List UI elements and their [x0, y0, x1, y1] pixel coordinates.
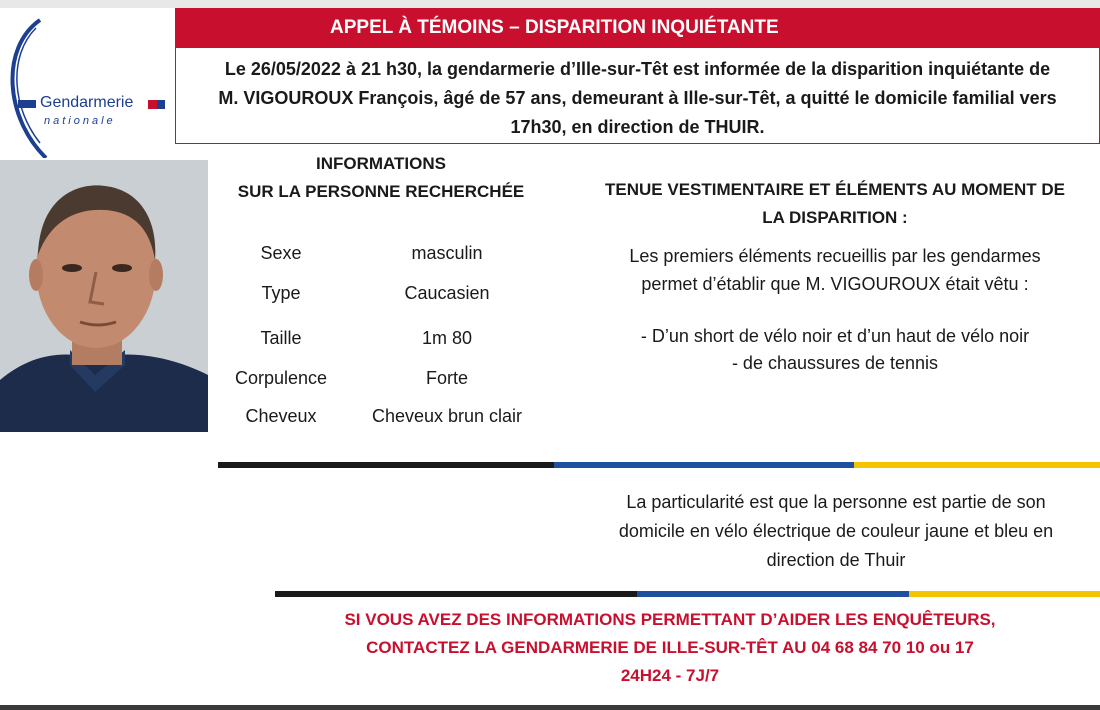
clothing-text-line: Les premiers éléments recueillis par les gendarmes	[629, 246, 1041, 266]
info-label: Corpulence	[234, 368, 328, 388]
info-title-line: SUR LA PERSONNE RECHERCHÉE	[237, 182, 525, 201]
intro-line: 17h30, en direction de THUIR.	[510, 117, 765, 137]
appeal-line: SI VOUS AVEZ DES INFORMATIONS PERMETTANT D’AIDER LES ENQUÊTEURS,	[344, 610, 996, 629]
info-title	[222, 150, 540, 206]
clothing-title-line: TENUE VESTIMENTAIRE ET ÉLÉMENTS AU MOMENT DE	[605, 180, 1065, 199]
info-label: Taille	[260, 328, 302, 348]
person-portrait-icon	[0, 160, 208, 432]
info-label: Type	[261, 283, 301, 303]
clothing-text-line: permet d’établir que M. VIGOUROUX était vêtu :	[641, 274, 1029, 294]
info-value: Cheveux brun clair	[371, 406, 523, 426]
info-label: Sexe	[260, 243, 302, 263]
title-banner	[175, 8, 1100, 48]
info-value: Caucasien	[404, 283, 490, 303]
logo-name: Gendarmerie	[40, 94, 134, 111]
tricolor-separator	[275, 591, 1100, 597]
tricolor-separator	[218, 462, 1100, 468]
particularity-line: direction de Thuir	[766, 550, 906, 570]
bottom-border	[0, 705, 1100, 710]
intro-line: Le 26/05/2022 à 21 h30, la gendarmerie d’Ille-sur-Têt est informée de la disparition inquiétante de	[224, 59, 1051, 79]
appeal-line: CONTACTEZ LA GENDARMERIE DE ILLE-SUR-TÊT AU 04 68 84 70 10 ou 17	[366, 638, 974, 657]
logo-subtitle: nationale	[44, 115, 116, 127]
particularity-line: domicile en vélo électrique de couleur jaune et bleu en	[618, 521, 1054, 541]
missing-person-photo	[0, 160, 208, 432]
banner-title: APPEL À TÉMOINS – DISPARITION INQUIÉTANTE	[330, 17, 779, 38]
info-value: masculin	[411, 243, 483, 263]
intro-line: M. VIGOUROUX François, âgé de 57 ans, demeurant à Ille-sur-Têt, a quitté le domicile familial vers	[218, 88, 1057, 108]
info-value: 1m 80	[421, 328, 473, 348]
top-strip	[0, 0, 1100, 8]
particularity-line: La particularité est que la personne est partie de son	[626, 492, 1046, 512]
appeal-hours: 24H24 - 7J/7	[620, 666, 720, 685]
clothing-title	[570, 176, 1100, 232]
info-label: Cheveux	[245, 406, 317, 426]
clothing-item: - D’un short de vélo noir et d’un haut de vélo noir	[640, 326, 1030, 346]
contact-appeal	[290, 606, 1050, 690]
info-value: Forte	[425, 368, 468, 388]
particularity-text	[572, 488, 1100, 575]
logo-swoosh-icon	[0, 8, 175, 158]
clothing-description	[580, 242, 1090, 298]
clothing-title-line: LA DISPARITION :	[762, 208, 908, 227]
info-title-line: INFORMATIONS	[315, 154, 446, 173]
clothing-item: - de chaussures de tennis	[731, 353, 939, 373]
intro-box	[175, 48, 1100, 144]
gendarmerie-logo	[0, 8, 175, 158]
